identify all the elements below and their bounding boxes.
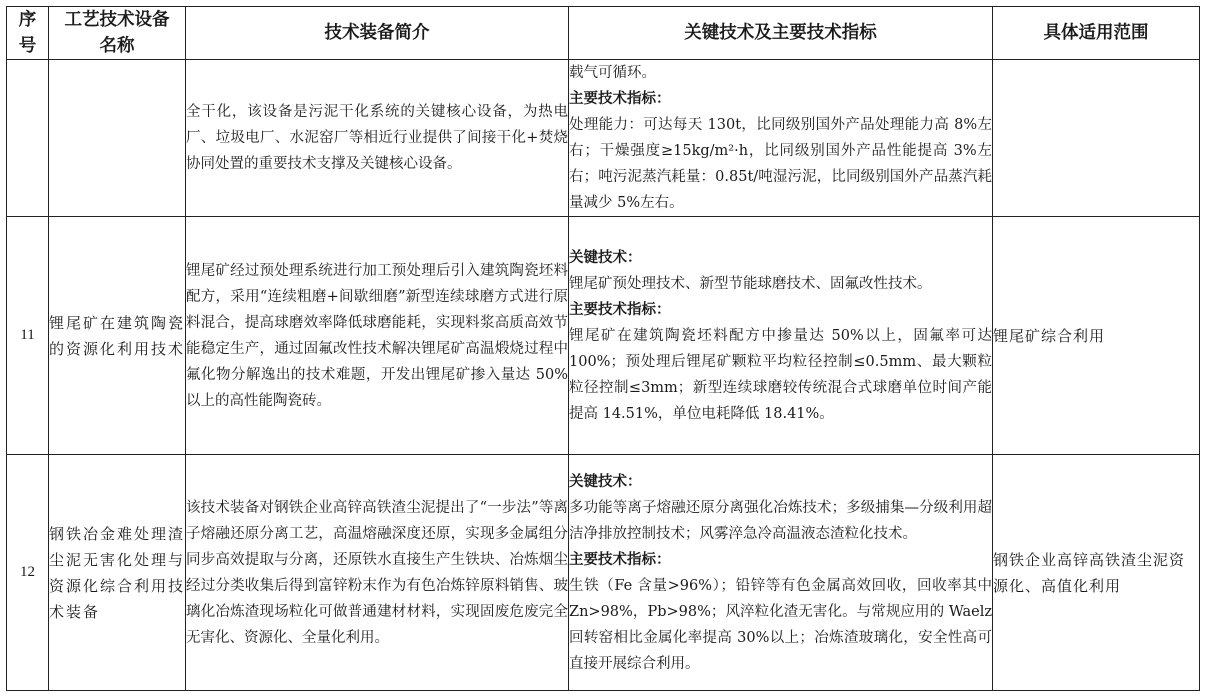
indicators-label: 主要技术指标： (569, 91, 671, 107)
row-key-tech (569, 60, 993, 217)
indicators-text: 生铁（Fe 含量>96%）；铅锌等有色金属高效回收，回收率其中 Zn>98%，Pb>98%；风淬粒化渣无害化。与常规应用的 Waelz 回转窑相比金属化率提高 30%以上；冶炼渣玻璃化，安全性高可直接开展综合利用。 (569, 577, 992, 672)
row-name: 钢铁冶金难处理渣尘泥无害化处理与资源化综合利用技术装备 (49, 455, 186, 691)
key-tech-lead: 载气可循环。 (569, 65, 656, 81)
header-scope: 具体适用范围 (993, 7, 1200, 60)
row-name: 锂尾矿在建筑陶瓷的资源化利用技术 (49, 217, 186, 455)
indicators-label: 主要技术指标： (569, 551, 671, 568)
indicators-label: 主要技术指标： (569, 301, 671, 318)
key-tech-text: 锂尾矿预处理技术、新型节能球磨技术、固氟改性技术。 (569, 275, 932, 292)
row-index (7, 60, 49, 217)
row-intro: 锂尾矿经过预处理系统进行加工预处理后引入建筑陶瓷坯料配方，采用“连续粗磨+间歇细磨”新型连续球磨方式进行原料混合，提高球磨效率降低球磨能耗，实现料浆高质高效节能稳定生产，通过固氟改性技术解决锂尾矿高温煅烧过程中氟化物分解逸出的技术难题，开发出锂尾矿掺入量达 50%以上的高性能陶瓷砖。 (186, 217, 569, 455)
row-name (49, 60, 186, 217)
row-scope: 钢铁企业高锌高铁渣尘泥资源化、高值化利用 (993, 455, 1200, 691)
header-name: 工艺技术设备名称 (49, 7, 186, 60)
header-index: 序号 (7, 7, 49, 60)
table-header-row (7, 7, 1200, 60)
row-key-tech (569, 455, 993, 691)
row-intro: 全干化，该设备是污泥干化系统的关键核心设备，为热电厂、垃圾电厂、水泥窑厂等相近行业提供了间接干化+焚烧协同处置的重要技术支撑及关键核心设备。 (186, 60, 569, 217)
row-key-tech (569, 217, 993, 455)
key-tech-text: 多功能等离子熔融还原分离强化冶炼技术；多级捕集—分级利用超洁净排放控制技术；风雾淬急冷高温液态渣粒化技术。 (569, 499, 992, 542)
table-row (7, 60, 1200, 217)
header-key-tech: 关键技术及主要技术指标 (569, 7, 993, 60)
row-index: 11 (7, 217, 49, 455)
row-scope: 锂尾矿综合利用 (993, 217, 1200, 455)
indicators-text: 锂尾矿在建筑陶瓷坯料配方中掺量达 50%以上，固氟率可达 100%；预处理后锂尾矿颗粒平均粒径控制≤0.5mm、最大颗粒粒径控制≤3mm；新型连续球磨较传统混合式球磨单位时间产能提高 14.51%，单位电耗降低 18.41%。 (569, 327, 992, 422)
table-row (7, 455, 1200, 691)
table-row (7, 217, 1200, 455)
key-tech-label: 关键技术： (569, 473, 642, 490)
key-tech-label: 关键技术： (569, 249, 642, 266)
row-scope (993, 60, 1200, 217)
row-intro: 该技术装备对钢铁企业高锌高铁渣尘泥提出了“一步法”等离子熔融还原分离工艺，高温熔融深度还原，实现多金属组分同步高效提取与分离，还原铁水直接生产生铁块、冶炼烟尘经过分类收集后得到富锌粉末作为有色冶炼锌原料销售、玻璃化冶炼渣现场粒化可做普通建材材料，实现固废危废完全无害化、资源化、全量化利用。 (186, 455, 569, 691)
header-intro: 技术装备简介 (186, 7, 569, 60)
indicators-text: 处理能力：可达每天 130t，比同级别国外产品处理能力高 8%左右；干燥强度≥15kg/m²·h，比同级别国外产品性能提高 3%左右；吨污泥蒸汽耗量：0.85t/吨湿污泥，比同级别国外产品蒸汽耗量减少 5%左右。 (569, 117, 992, 211)
technology-table (6, 6, 1200, 691)
row-index: 12 (7, 455, 49, 691)
